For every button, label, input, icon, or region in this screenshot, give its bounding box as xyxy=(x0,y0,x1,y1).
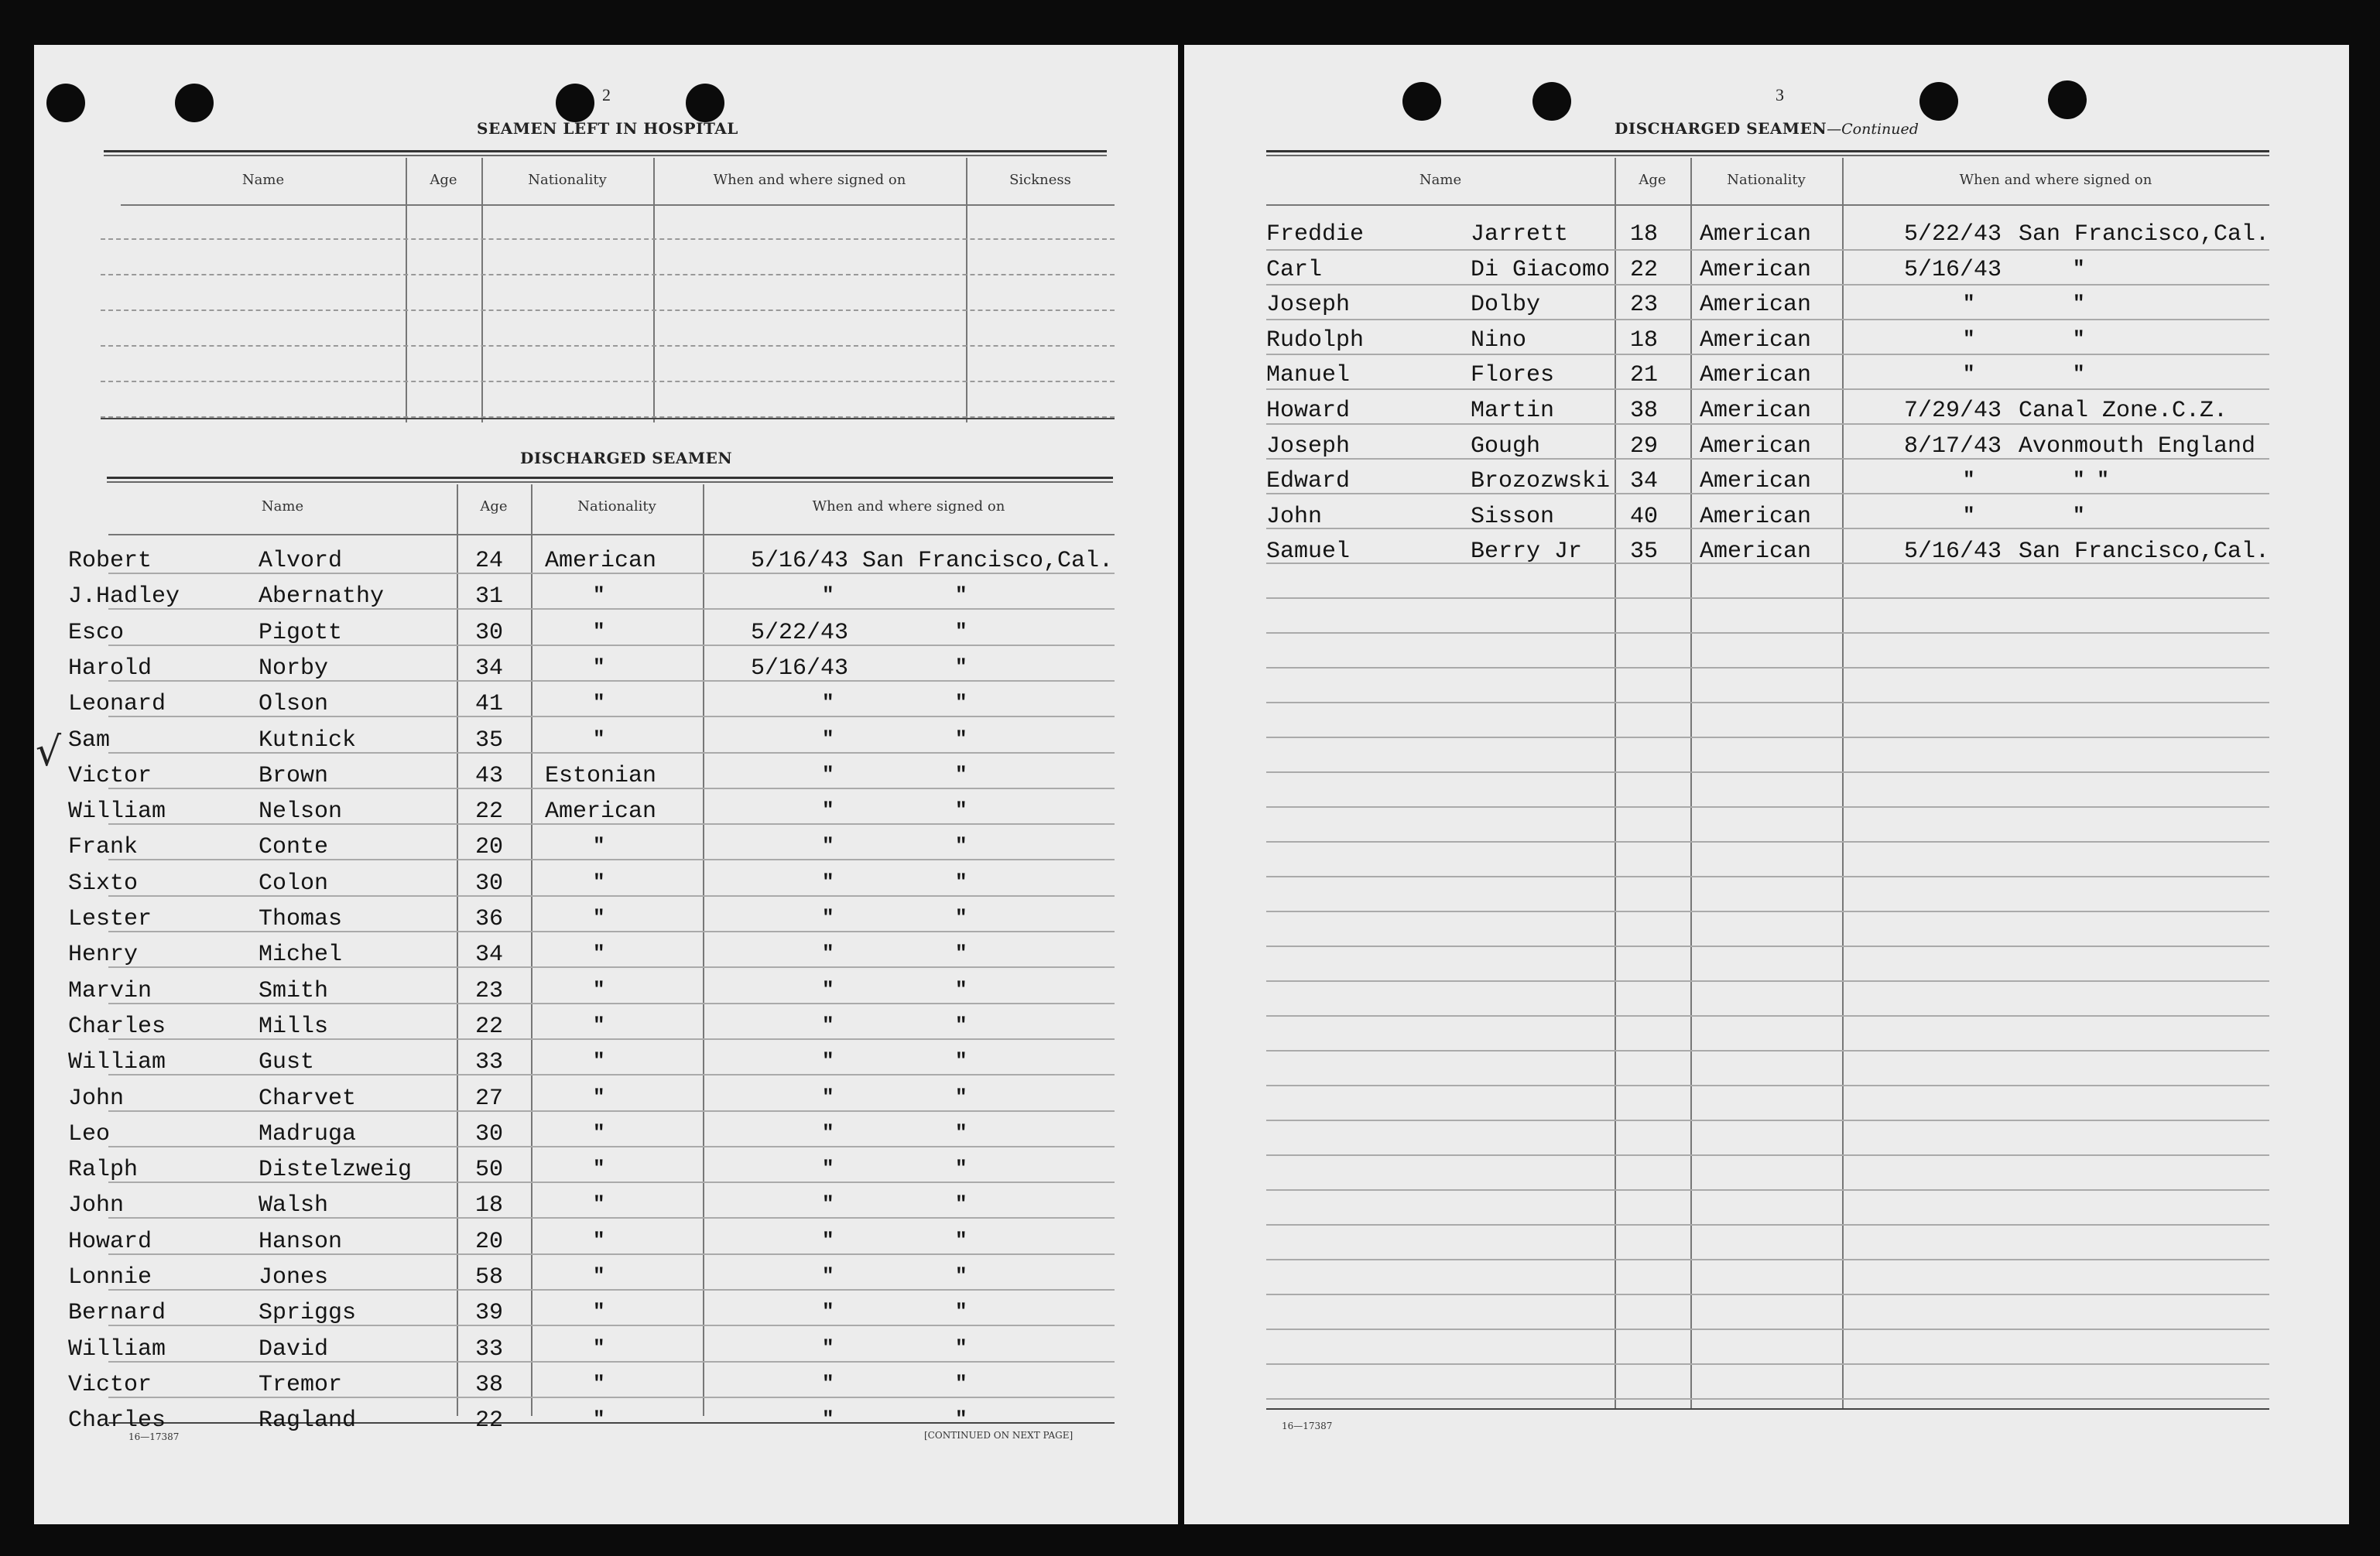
signed-on-place: " xyxy=(955,799,967,822)
signed-on-place: " xyxy=(955,1049,967,1073)
ruled-line xyxy=(1266,388,2269,390)
punch-hole xyxy=(2048,80,2087,119)
column-header: Sickness xyxy=(1009,172,1071,188)
signed-on-place: " xyxy=(955,1120,967,1144)
seaman-nationality: Estonian xyxy=(545,762,657,789)
signed-on-date: " xyxy=(822,1407,834,1431)
check-mark: √ xyxy=(36,729,62,775)
seaman-nationality: " xyxy=(593,1300,605,1324)
signed-on-date: " xyxy=(822,1264,834,1288)
seaman-nationality: American xyxy=(1700,503,1812,530)
ruled-line xyxy=(1266,1224,2269,1226)
seaman-first-name: John xyxy=(1266,503,1323,530)
signed-on-place: " xyxy=(955,1192,967,1216)
signed-on-place: " xyxy=(955,834,967,858)
seaman-age: 30 xyxy=(475,870,504,897)
seaman-last-name: Berry Jr xyxy=(1471,539,1583,566)
ruled-line xyxy=(1266,354,2269,355)
seaman-age: 34 xyxy=(475,942,504,969)
signed-on-place: Avonmouth England xyxy=(2019,433,2256,460)
left-page xyxy=(34,45,1178,1524)
seaman-last-name: Hanson xyxy=(259,1228,343,1255)
seaman-last-name: Mills xyxy=(259,1013,329,1040)
seaman-nationality: " xyxy=(593,1228,605,1252)
seaman-nationality: " xyxy=(593,1335,605,1359)
signed-on-place: " xyxy=(2073,256,2085,280)
column-header: Nationality xyxy=(1727,172,1806,188)
seaman-last-name: Gough xyxy=(1471,433,1541,460)
seaman-last-name: Pigott xyxy=(259,619,343,646)
column-header: Age xyxy=(1639,172,1666,188)
signed-on-date: 5/16/43 xyxy=(1904,256,2002,283)
signed-on-date: " xyxy=(822,799,834,822)
seaman-last-name: Olson xyxy=(259,691,329,718)
column-divider xyxy=(703,484,704,1416)
seaman-age: 23 xyxy=(475,977,504,1004)
column-divider xyxy=(1690,158,1692,1408)
signed-on-place: " xyxy=(955,1335,967,1359)
ruled-line xyxy=(1266,702,2269,703)
seaman-last-name: Alvord xyxy=(259,548,343,574)
signed-on-date: " xyxy=(822,906,834,929)
ruled-line xyxy=(1266,667,2269,669)
signed-on-date: " xyxy=(822,1013,834,1037)
signed-on-place: " xyxy=(2073,503,2085,527)
ruled-line xyxy=(1266,249,2269,251)
seaman-nationality: American xyxy=(1700,327,1812,354)
ruled-line xyxy=(101,274,1115,275)
column-divider xyxy=(481,158,483,422)
seaman-last-name: Brown xyxy=(259,762,329,789)
seaman-nationality: " xyxy=(593,834,605,858)
discharged-section-title: DISCHARGED SEAMEN xyxy=(520,449,733,467)
seaman-age: 36 xyxy=(475,906,504,932)
title-rule xyxy=(107,477,1113,479)
seaman-last-name: Dolby xyxy=(1471,292,1541,319)
title-suffix: —Continued xyxy=(1827,121,1919,138)
signed-on-date: 5/22/43 xyxy=(751,619,849,646)
seaman-first-name: Charles xyxy=(68,1407,166,1435)
continued-note: [CONTINUED ON NEXT PAGE] xyxy=(924,1430,1074,1441)
seaman-first-name: Edward xyxy=(1266,468,1351,495)
seaman-first-name: Sam xyxy=(68,727,111,754)
ruled-line xyxy=(1266,597,2269,599)
signed-on-place: " xyxy=(2073,292,2085,316)
seaman-first-name: Henry xyxy=(68,942,139,969)
signed-on-date: " xyxy=(822,1085,834,1109)
form-number: 16—17387 xyxy=(128,1431,180,1442)
signed-on-date: " xyxy=(822,942,834,966)
seaman-age: 35 xyxy=(475,727,504,754)
ruled-line xyxy=(1266,911,2269,912)
ruled-line xyxy=(1266,1085,2269,1086)
seaman-first-name: Samuel xyxy=(1266,539,1351,566)
seaman-last-name: Martin xyxy=(1471,398,1555,424)
title-rule xyxy=(1266,155,2269,156)
ruled-line xyxy=(1266,1189,2269,1191)
punch-hole xyxy=(686,84,724,122)
punch-hole xyxy=(1402,82,1441,121)
seaman-first-name: Lonnie xyxy=(68,1264,152,1291)
seaman-nationality: American xyxy=(1700,539,1812,566)
seaman-last-name: Conte xyxy=(259,834,329,861)
seaman-nationality: " xyxy=(593,1085,605,1109)
seaman-nationality: " xyxy=(593,1120,605,1144)
seaman-last-name: Smith xyxy=(259,977,329,1004)
seaman-age: 34 xyxy=(1630,468,1659,495)
column-header: Name xyxy=(1419,172,1462,188)
seaman-nationality: American xyxy=(1700,362,1812,389)
seaman-age: 30 xyxy=(475,1120,504,1147)
column-header: Nationality xyxy=(577,498,656,515)
title-rule xyxy=(1266,150,2269,152)
title-main: DISCHARGED SEAMEN xyxy=(1615,119,1827,138)
signed-on-place: " xyxy=(955,1371,967,1395)
seaman-first-name: Lester xyxy=(68,906,152,932)
seaman-last-name: Ragland xyxy=(259,1407,357,1435)
signed-on-date: " xyxy=(1963,468,1975,492)
seaman-first-name: Carl xyxy=(1266,256,1323,283)
seaman-first-name: Harold xyxy=(68,655,152,682)
signed-on-date: 7/29/43 xyxy=(1904,398,2002,424)
seaman-age: 23 xyxy=(1630,292,1659,319)
seaman-first-name: Ralph xyxy=(68,1157,139,1184)
seaman-age: 50 xyxy=(475,1157,504,1184)
seaman-age: 43 xyxy=(475,762,504,789)
seaman-first-name: William xyxy=(68,1049,166,1076)
title-rule xyxy=(107,481,1113,483)
table-bottom-rule xyxy=(1266,1408,2269,1410)
seaman-first-name: J.Hadley xyxy=(68,583,180,610)
header-rule xyxy=(108,534,1115,535)
seaman-last-name: Spriggs xyxy=(259,1300,357,1327)
signed-on-date: " xyxy=(822,1192,834,1216)
ruled-line xyxy=(1266,946,2269,947)
signed-on-place: San Francisco,Cal. xyxy=(2019,221,2270,248)
signed-on-place: " " xyxy=(2073,468,2109,492)
seaman-last-name: Colon xyxy=(259,870,329,897)
seaman-last-name: Nino xyxy=(1471,327,1527,354)
ruled-line xyxy=(101,238,1115,240)
seaman-nationality: " xyxy=(593,977,605,1001)
signed-on-date: " xyxy=(1963,362,1975,386)
seaman-nationality: " xyxy=(593,1049,605,1073)
seaman-age: 38 xyxy=(475,1371,504,1398)
seaman-first-name: John xyxy=(68,1085,125,1112)
signed-on-place: " xyxy=(955,1157,967,1181)
seaman-first-name: Charles xyxy=(68,1013,166,1040)
seaman-nationality: " xyxy=(593,691,605,715)
seaman-age: 35 xyxy=(1630,539,1659,566)
seaman-age: 21 xyxy=(1630,362,1659,389)
signed-on-date: " xyxy=(822,870,834,894)
seaman-nationality: American xyxy=(1700,292,1812,319)
seaman-last-name: Abernathy xyxy=(259,583,385,610)
signed-on-date: " xyxy=(822,1228,834,1252)
seaman-first-name: Leo xyxy=(68,1120,111,1147)
seaman-last-name: Thomas xyxy=(259,906,343,932)
seaman-age: 22 xyxy=(475,1013,504,1040)
signed-on-date: " xyxy=(822,1049,834,1073)
seaman-first-name: John xyxy=(68,1192,125,1219)
signed-on-place: Canal Zone.C.Z. xyxy=(2019,398,2228,424)
header-rule xyxy=(1266,204,2269,206)
signed-on-place: " xyxy=(955,906,967,929)
seaman-age: 33 xyxy=(475,1049,504,1076)
ruled-line xyxy=(1266,1329,2269,1330)
column-divider xyxy=(1615,158,1616,1408)
punch-hole xyxy=(46,84,85,122)
seaman-nationality: American xyxy=(545,548,657,574)
seaman-age: 22 xyxy=(1630,256,1659,283)
column-divider xyxy=(653,158,655,422)
seaman-nationality: " xyxy=(593,1157,605,1181)
seaman-nationality: " xyxy=(593,1407,605,1431)
seaman-first-name: Bernard xyxy=(68,1300,166,1327)
seaman-first-name: William xyxy=(68,1335,166,1363)
punch-hole xyxy=(175,84,214,122)
seaman-nationality: " xyxy=(593,655,605,679)
seaman-age: 33 xyxy=(475,1335,504,1363)
signed-on-date: " xyxy=(822,1120,834,1144)
seaman-age: 18 xyxy=(475,1192,504,1219)
signed-on-date: 8/17/43 xyxy=(1904,433,2002,460)
seaman-last-name: Jarrett xyxy=(1471,221,1569,248)
page-number: 2 xyxy=(602,85,611,104)
signed-on-place: " xyxy=(955,977,967,1001)
seaman-last-name: Charvet xyxy=(259,1085,357,1112)
seaman-first-name: William xyxy=(68,799,166,826)
signed-on-date: " xyxy=(1963,327,1975,351)
seaman-age: 39 xyxy=(475,1300,504,1327)
seaman-nationality: " xyxy=(593,906,605,929)
signed-on-date: " xyxy=(822,977,834,1001)
punch-hole xyxy=(556,84,594,122)
seaman-nationality: " xyxy=(593,1371,605,1395)
seaman-last-name: Madruga xyxy=(259,1120,357,1147)
seaman-nationality: American xyxy=(1700,468,1812,495)
signed-on-date: " xyxy=(1963,292,1975,316)
column-divider xyxy=(457,484,458,1416)
ruled-line xyxy=(101,381,1115,382)
ruled-line xyxy=(1266,1294,2269,1295)
seaman-age: 20 xyxy=(475,1228,504,1255)
signed-on-place: San Francisco,Cal. xyxy=(2019,539,2270,566)
signed-on-date: " xyxy=(822,762,834,786)
ruled-line xyxy=(1266,319,2269,320)
seaman-age: 18 xyxy=(1630,221,1659,248)
seaman-nationality: " xyxy=(593,942,605,966)
seaman-first-name: Howard xyxy=(68,1228,152,1255)
ruled-line xyxy=(1266,1015,2269,1017)
signed-on-date: " xyxy=(822,727,834,751)
form-number: 16—17387 xyxy=(1282,1421,1333,1431)
ruled-line xyxy=(1266,980,2269,982)
seaman-last-name: David xyxy=(259,1335,329,1363)
seaman-last-name: Kutnick xyxy=(259,727,357,754)
seaman-last-name: Tremor xyxy=(259,1371,343,1398)
signed-on-place: " xyxy=(2073,362,2085,386)
signed-on-date: " xyxy=(822,1371,834,1395)
seaman-nationality: " xyxy=(593,1192,605,1216)
seaman-nationality: American xyxy=(1700,256,1812,283)
column-header: Age xyxy=(430,172,457,188)
signed-on-place: " xyxy=(955,1085,967,1109)
column-header: When and where signed on xyxy=(812,498,1005,515)
seaman-age: 38 xyxy=(1630,398,1659,424)
seaman-last-name: Sisson xyxy=(1471,503,1555,530)
signed-on-place: " xyxy=(955,942,967,966)
page-number: 3 xyxy=(1776,85,1784,104)
signed-on-date: " xyxy=(822,1157,834,1181)
signed-on-place: " xyxy=(955,1300,967,1324)
signed-on-place: " xyxy=(955,691,967,715)
signed-on-date: 5/16/43 xyxy=(751,655,849,682)
column-header: Nationality xyxy=(528,172,607,188)
seaman-nationality: " xyxy=(593,619,605,643)
seaman-last-name: Norby xyxy=(259,655,329,682)
ruled-line xyxy=(101,345,1115,347)
column-header: Name xyxy=(241,172,285,188)
seaman-age: 41 xyxy=(475,691,504,718)
seaman-age: 40 xyxy=(1630,503,1659,530)
signed-on-date: " xyxy=(822,834,834,858)
column-header: When and where signed on xyxy=(713,172,906,188)
table-bottom-rule xyxy=(101,418,1115,419)
seaman-age: 31 xyxy=(475,583,504,610)
punch-hole xyxy=(1919,82,1958,121)
signed-on-date: " xyxy=(822,583,834,607)
seaman-age: 27 xyxy=(475,1085,504,1112)
column-header: When and where signed on xyxy=(1959,172,2152,188)
ruled-line xyxy=(1266,771,2269,773)
signed-on-place: " xyxy=(955,762,967,786)
seaman-first-name: Rudolph xyxy=(1266,327,1365,354)
ruled-line xyxy=(1266,1363,2269,1365)
signed-on-date: " xyxy=(1963,503,1975,527)
ruled-line xyxy=(1266,1050,2269,1052)
seaman-age: 22 xyxy=(475,799,504,826)
seaman-first-name: Esco xyxy=(68,619,125,646)
seaman-last-name: Brozozwski xyxy=(1471,468,1611,495)
seaman-last-name: Walsh xyxy=(259,1192,329,1219)
seaman-last-name: Gust xyxy=(259,1049,315,1076)
seaman-nationality: American xyxy=(1700,433,1812,460)
seaman-first-name: Sixto xyxy=(68,870,139,897)
seaman-first-name: Robert xyxy=(68,548,152,574)
punch-hole xyxy=(1532,82,1571,121)
ruled-line xyxy=(101,309,1115,311)
signed-on-place: " xyxy=(955,583,967,607)
seaman-first-name: Manuel xyxy=(1266,362,1351,389)
seaman-nationality: " xyxy=(593,583,605,607)
signed-on-date: 5/22/43 xyxy=(1904,221,2002,248)
seaman-first-name: Victor xyxy=(68,762,152,789)
seaman-first-name: Joseph xyxy=(1266,433,1351,460)
seaman-age: 30 xyxy=(475,619,504,646)
ruled-line xyxy=(1266,737,2269,738)
seaman-age: 18 xyxy=(1630,327,1659,354)
title-rule xyxy=(104,155,1107,156)
seaman-last-name: Nelson xyxy=(259,799,343,826)
signed-on-date: 5/16/43 xyxy=(751,548,849,574)
column-divider xyxy=(1842,158,1844,1408)
signed-on-date: 5/16/43 xyxy=(1904,539,2002,566)
right-page xyxy=(1184,45,2349,1524)
ruled-line xyxy=(1266,841,2269,843)
signed-on-date: " xyxy=(822,1300,834,1324)
ruled-line xyxy=(1266,632,2269,634)
discharged-continued-title xyxy=(1615,119,1919,138)
signed-on-place: " xyxy=(955,1228,967,1252)
ruled-line xyxy=(1266,1398,2269,1400)
seaman-nationality: American xyxy=(545,799,657,826)
signed-on-place: " xyxy=(955,1407,967,1431)
column-header: Age xyxy=(480,498,508,515)
seaman-age: 29 xyxy=(1630,433,1659,460)
seaman-first-name: Freddie xyxy=(1266,221,1365,248)
column-divider xyxy=(531,484,533,1416)
seaman-age: 34 xyxy=(475,655,504,682)
seaman-first-name: Frank xyxy=(68,834,139,861)
seaman-age: 24 xyxy=(475,548,504,574)
seaman-first-name: Howard xyxy=(1266,398,1351,424)
seaman-age: 20 xyxy=(475,834,504,861)
seaman-nationality: " xyxy=(593,1264,605,1288)
signed-on-date: " xyxy=(822,691,834,715)
column-header: Name xyxy=(261,498,304,515)
seaman-nationality: " xyxy=(593,870,605,894)
seaman-first-name: Marvin xyxy=(68,977,152,1004)
seaman-last-name: Jones xyxy=(259,1264,329,1291)
seaman-last-name: Flores xyxy=(1471,362,1555,389)
signed-on-date: " xyxy=(822,1335,834,1359)
hospital-section-title: SEAMEN LEFT IN HOSPITAL xyxy=(477,119,738,138)
signed-on-place: " xyxy=(955,655,967,679)
seaman-nationality: American xyxy=(1700,221,1812,248)
seaman-nationality: " xyxy=(593,727,605,751)
column-divider xyxy=(406,158,407,422)
ruled-line xyxy=(1266,1259,2269,1260)
ruled-line xyxy=(1266,284,2269,286)
seaman-last-name: Michel xyxy=(259,942,343,969)
signed-on-place: " xyxy=(955,1013,967,1037)
signed-on-place: " xyxy=(955,619,967,643)
seaman-last-name: Di Giacomo xyxy=(1471,256,1611,283)
ruled-line xyxy=(1266,876,2269,877)
seaman-first-name: Joseph xyxy=(1266,292,1351,319)
signed-on-place: San Francisco,Cal. xyxy=(862,548,1114,574)
signed-on-place: " xyxy=(955,1264,967,1288)
seaman-age: 22 xyxy=(475,1407,504,1435)
column-divider xyxy=(966,158,967,422)
seaman-nationality: American xyxy=(1700,398,1812,424)
signed-on-place: " xyxy=(2073,327,2085,351)
signed-on-place: " xyxy=(955,727,967,751)
seaman-first-name: Leonard xyxy=(68,691,166,718)
seaman-age: 58 xyxy=(475,1264,504,1291)
seaman-first-name: Victor xyxy=(68,1371,152,1398)
title-rule xyxy=(104,150,1107,152)
signed-on-place: " xyxy=(955,870,967,894)
seaman-last-name: Distelzweig xyxy=(259,1157,413,1184)
ruled-line xyxy=(1266,806,2269,808)
ruled-line xyxy=(1266,1154,2269,1156)
ruled-line xyxy=(1266,1120,2269,1121)
seaman-nationality: " xyxy=(593,1013,605,1037)
